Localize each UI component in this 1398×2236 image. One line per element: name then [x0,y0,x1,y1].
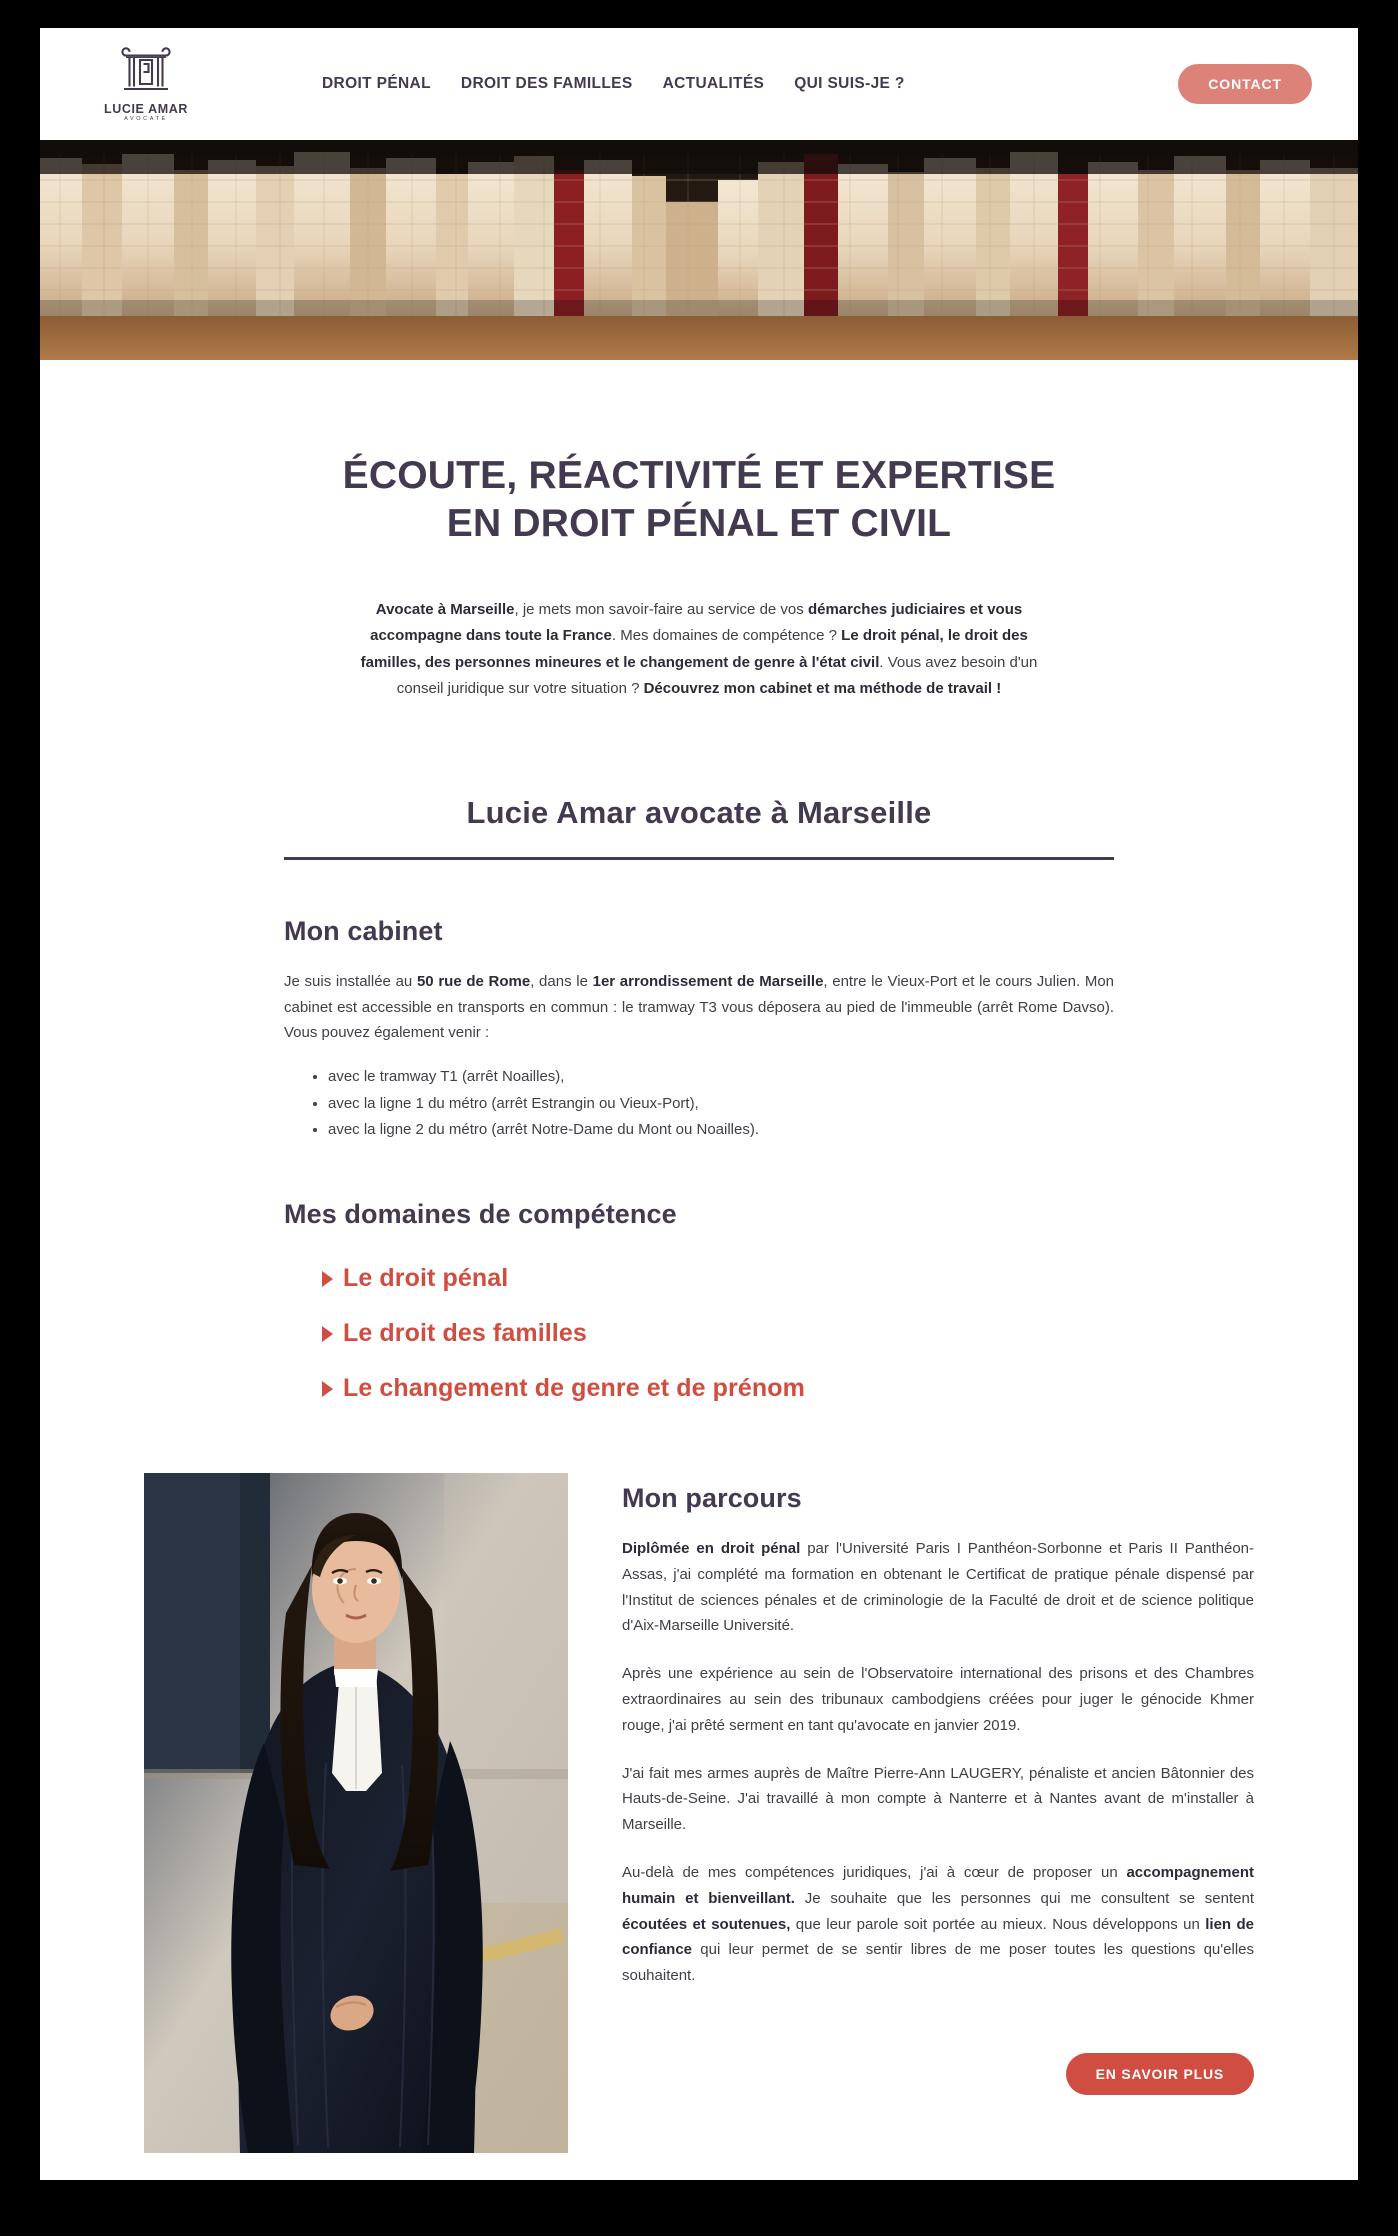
section-title: Lucie Amar avocate à Marseille [466,795,932,831]
list-item: • avec la ligne 1 du métro (arrêt Estrangin ou Vieux-Port), [328,1091,1114,1117]
triangle-right-icon [322,1271,333,1287]
domain-link-droit-penal[interactable] [322,1264,1114,1293]
parcours-text-4a: Au-delà de mes compétences juridiques, j'ai à cœur de proposer un [622,1863,1127,1881]
cabinet-heading: Mon cabinet [284,915,443,946]
domains-heading: Mes domaines de compétence [284,1199,677,1230]
intro-text-2: , je mets mon savoir-faire au service de vos [514,601,808,619]
triangle-right-icon [322,1381,333,1397]
logo-subtitle: AVOCATE [124,116,168,122]
list-item: • avec le tramway T1 (arrêt Noailles), [328,1064,1114,1090]
domains-section [284,1199,1114,1403]
domain-link-droit-des-familles[interactable] [322,1319,1114,1348]
transport-list [284,1064,1114,1143]
site-logo[interactable] [90,46,202,123]
parcours-bold-accompagnement: accompagnement humain et bienveillant. [622,1863,1254,1907]
en-savoir-plus-button[interactable]: EN SAVOIR PLUS [1066,2053,1254,2095]
parcours-text-4e: que leur parole soit portée au mieux. Nous développons un [790,1915,1206,1933]
parcours-paragraph-3: J'ai fait mes armes auprès de Maître Pierre-Ann LAUGERY, pénaliste et ancien Bâtonnier des Hauts-de-Seine. J'ai travaillé à mon compte à Nanterre et à Nantes avant de m'installer à Marseille. [622,1764,1254,1834]
law-column-icon [119,46,173,101]
page-title-line-1: ÉCOUTE, RÉACTIVITÉ ET EXPERTISE [342,454,1056,497]
hero-banner-image [40,140,1358,360]
intro-text-4: . Mes domaines de compétence ? [611,627,842,645]
intro-bold-5: Le droit pénal, le droit des familles, des personnes mineures et le changement de genre à l'état civil [360,627,1028,671]
contact-button[interactable]: CONTACT [1178,64,1312,104]
triangle-right-icon [322,1326,333,1342]
parcours-text-column [622,1473,1254,2153]
parcours-bold-ecoutees: écoutées et soutenues, [622,1915,791,1933]
main-navigation [322,75,905,93]
nav-item-actualites[interactable]: ACTUALITÉS [662,75,765,92]
main-content [40,452,1358,2153]
cabinet-paragraph [284,969,1114,1046]
parcours-bold-confiance: lien de confiance [622,1915,1254,1959]
parcours-text-4g: qui leur permet de se sentir libres de me poser toutes les questions qu'elles souhaitent. [622,1941,1254,1985]
domain-label: Le droit pénal [343,1264,509,1293]
cabinet-district-bold: 1er arrondissement de Marseille [592,972,824,990]
parcours-paragraph-1 [622,1536,1254,1639]
domains-list [284,1264,1114,1403]
parcours-text-1: par l'Université Paris I Panthéon-Sorbonne et Paris II Panthéon-Assas, j'ai complété ma formation en obtenant le Certificat de pratique pénale dispensé par l'Institut de sciences pénales et de criminologie de la Faculté de droit et de science politique d'Aix-Marseille Université. [622,1540,1254,1635]
intro-bold-3: démarches judiciaires et vous accompagne dans toute la France [370,601,1023,645]
parcours-text-4c: Je souhaite que les personnes qui me consultent se sentent [794,1889,1254,1907]
cabinet-address-bold: 50 rue de Rome [416,972,531,990]
intro-bold-1: Avocate à Marseille [375,601,515,619]
parcours-heading: Mon parcours [622,1483,802,1514]
parcours-bold-diplomee: Diplômée en droit pénal [622,1540,801,1558]
cabinet-section [284,916,1114,1143]
page-frame [40,28,1358,2180]
nav-item-droit-des-familles[interactable]: DROIT DES FAMILLES [460,75,633,92]
nav-item-droit-penal[interactable]: DROIT PÉNAL [322,75,431,92]
domain-label: Le droit des familles [343,1319,587,1348]
intro-text-6: . Vous avez besoin d'un conseil juridique sur votre situation ? [396,653,1038,697]
cabinet-text-e: , entre le Vieux-Port et le cours Julien. Mon cabinet est accessible en transports en commun : le tramway T3 vous déposera au pied de l'immeuble (arrêt Rome Davso). Vous pouvez également venir : [284,972,1115,1042]
parcours-paragraph-2: Après une expérience au sein de l'Observatoire international des prisons et des Chambres extraordinaires au sein des tribunaux cambodgiens créées pour juger le génocide Khmer rouge, j'ai prêté serment en tant qu'avocate en janvier 2019. [622,1665,1254,1734]
nav-item-qui-suis-je[interactable]: QUI SUIS-JE ? [794,75,905,92]
parcours-paragraph-4 [622,1860,1254,1989]
logo-name: LUCIE AMAR [103,101,188,116]
domain-label: Le changement de genre et de prénom [343,1374,805,1403]
page-title-line-2: EN DROIT PÉNAL ET CIVIL [446,501,952,545]
site-header [40,28,1358,140]
domain-link-changement-de-genre[interactable] [322,1374,1114,1403]
section-heading-block [284,795,1114,860]
intro-bold-7: Découvrez mon cabinet et ma méthode de travail ! [643,679,1002,697]
cabinet-text-c: , dans le [530,972,593,990]
page-title [249,452,1149,547]
title-divider [284,857,1114,860]
cabinet-text-a: Je suis installée au [284,972,417,990]
list-item: • avec la ligne 2 du métro (arrêt Notre-Dame du Mont ou Noailles). [328,1117,1114,1143]
intro-paragraph [344,597,1054,702]
cta-row [622,2053,1254,2095]
portrait-image [144,1473,568,2153]
parcours-section [144,1473,1254,2153]
